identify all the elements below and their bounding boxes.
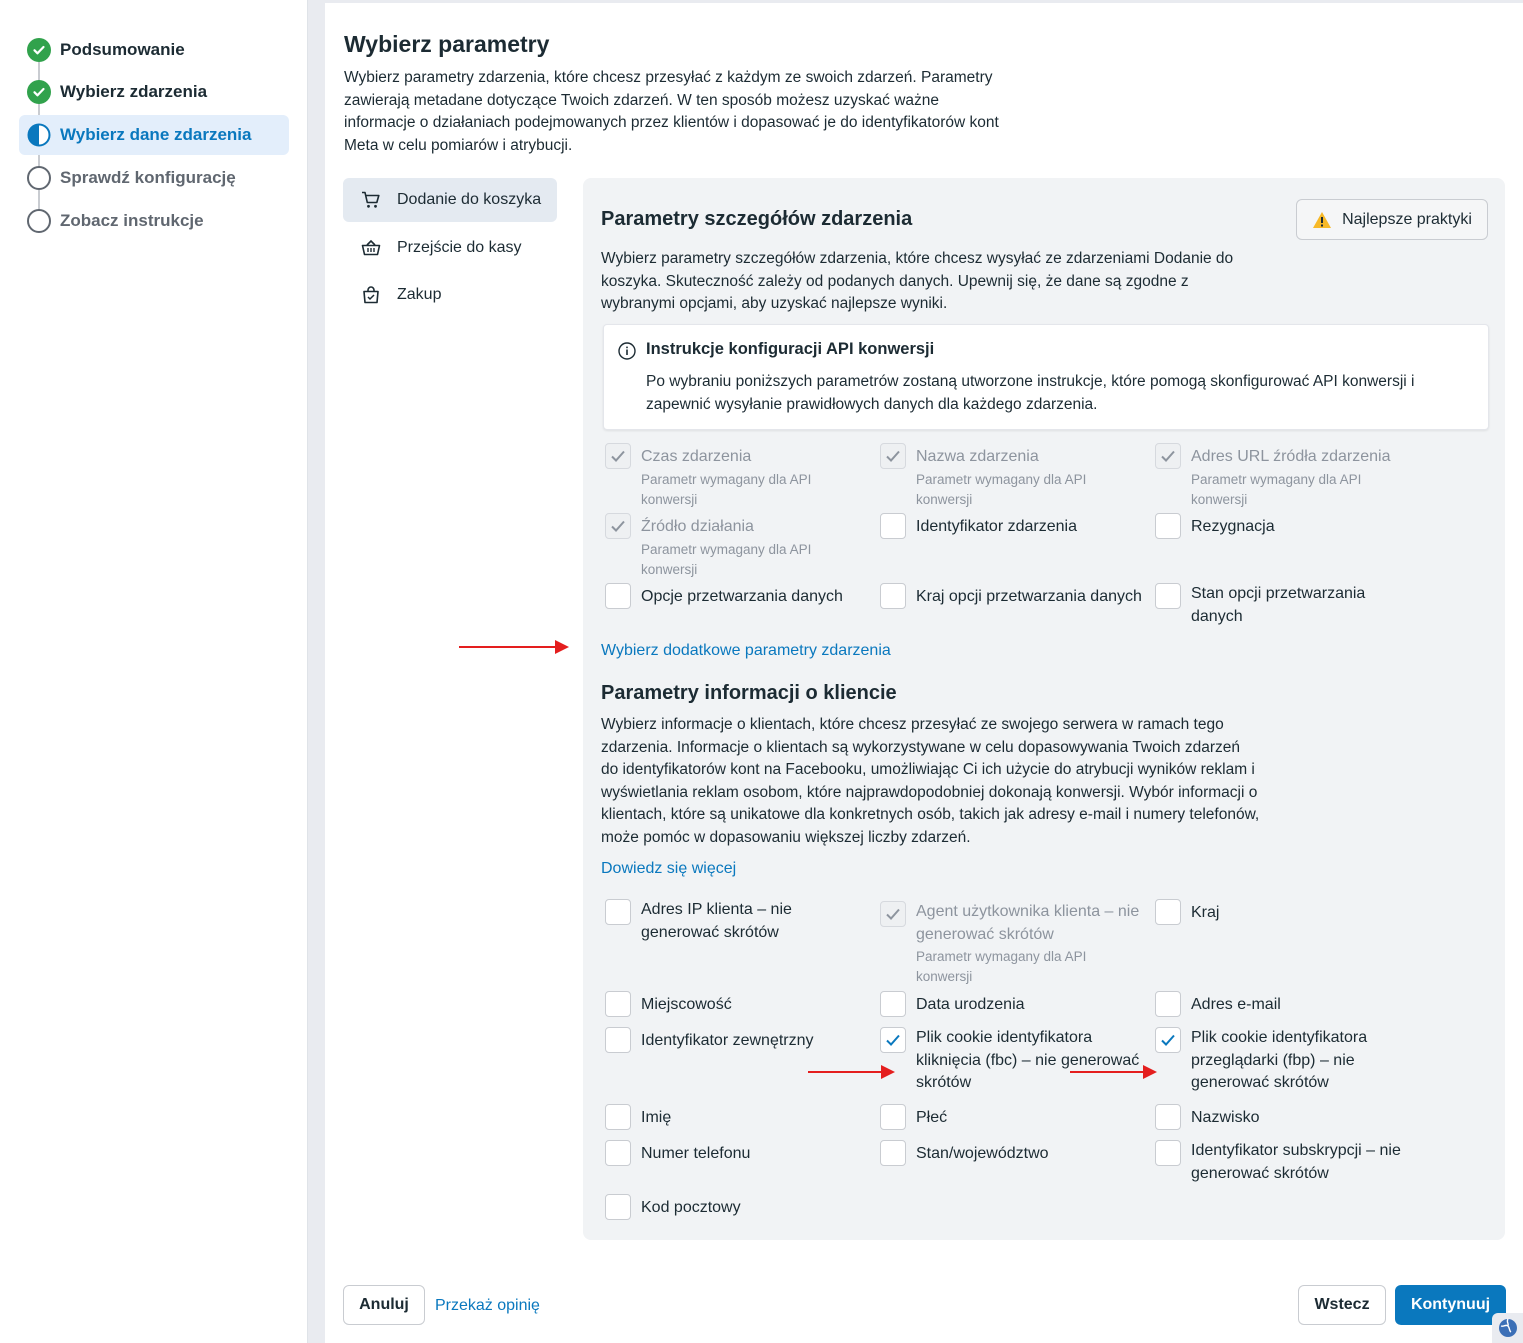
page-description: Wybierz parametry zdarzenia, które chcesz przesyłać z każdym ze swoich zdarzeń. Parametry zawierają metadane dotyczące Twoich zdarzeń. W ten sposób możesz uzyskać ważne informacje o działaniach podejmowanych przez klientów i dopasować je do identyfikatorów kont Meta w celu pomiarów i atrybucji. — [344, 69, 999, 154]
checkbox[interactable] — [1155, 991, 1181, 1017]
checkbox[interactable] — [880, 513, 906, 539]
param-label: Adres e-mail — [1191, 996, 1281, 1013]
param-label: Kraj opcji przetwarzania danych — [916, 588, 1142, 605]
param-label: Data urodzenia — [916, 996, 1025, 1013]
customer-params-title: Parametry informacji o kliencie — [601, 682, 897, 704]
info-text: Po wybraniu poniższych parametrów zostaną utworzone instrukcje, które pomogą skonfigurować API konwersji i zapewnić wysyłanie prawidłowych danych dla każdego zdarzenia. — [646, 373, 1415, 413]
empty-circle-icon — [27, 209, 51, 233]
param-label: Stan/województwo — [916, 1145, 1049, 1162]
feedback-link[interactable]: Przekaż opinię — [435, 1297, 540, 1314]
checkbox[interactable] — [605, 991, 631, 1017]
param-sublabel: Parametr wymagany dla API konwersji — [1191, 472, 1362, 507]
basket-icon — [361, 238, 381, 258]
param-label: Agent użytkownika klienta – nie generować skrótów — [916, 903, 1140, 943]
checkbox[interactable] — [880, 901, 906, 927]
steps-sidebar — [0, 0, 308, 1343]
checkbox[interactable] — [880, 1104, 906, 1130]
checkbox[interactable] — [1155, 1140, 1181, 1166]
param-label: Czas zdarzenia — [641, 448, 752, 465]
event-tab-label: Dodanie do koszyka — [397, 191, 542, 208]
param-label: Numer telefonu — [641, 1145, 751, 1162]
check-icon — [885, 449, 901, 463]
param-label: Identyfikator zdarzenia — [916, 518, 1077, 535]
annotation-arrow — [1070, 1071, 1155, 1073]
checkbox[interactable] — [605, 1140, 631, 1166]
event-params-title: Parametry szczegółów zdarzenia — [601, 208, 913, 230]
check-icon — [1160, 1033, 1176, 1047]
param-sublabel: Parametr wymagany dla API konwersji — [916, 472, 1087, 507]
param-sublabel: Parametr wymagany dla API konwersji — [916, 949, 1087, 984]
param-sublabel: Parametr wymagany dla API konwersji — [641, 472, 812, 507]
check-circle-icon — [27, 38, 51, 62]
main-panel — [325, 3, 1523, 1343]
half-circle-progress-icon — [27, 123, 51, 147]
step-view-instructions[interactable] — [19, 201, 289, 241]
checkbox[interactable] — [1155, 1027, 1181, 1053]
checkbox[interactable] — [605, 1194, 631, 1220]
param-label: Stan opcji przetwarzania danych — [1191, 585, 1366, 625]
check-circle-icon — [27, 80, 51, 104]
check-icon — [610, 449, 626, 463]
param-label: Adres IP klienta – nie generować skrótów — [641, 901, 792, 941]
empty-circle-icon — [27, 166, 51, 190]
cart-icon — [361, 190, 381, 210]
param-label: Rezygnacja — [1191, 518, 1275, 535]
checkbox[interactable] — [880, 443, 906, 469]
event-tab-add-to-cart[interactable] — [343, 178, 557, 222]
checkbox[interactable] — [605, 1027, 631, 1053]
info-icon — [618, 342, 636, 360]
check-icon — [610, 519, 626, 533]
checkbox[interactable] — [605, 513, 631, 539]
checkbox[interactable] — [1155, 443, 1181, 469]
event-tab-label: Przejście do kasy — [397, 239, 522, 256]
checkbox[interactable] — [605, 583, 631, 609]
best-practices-button[interactable] — [1296, 199, 1488, 240]
check-icon — [885, 1033, 901, 1047]
step-select-events[interactable] — [19, 72, 289, 112]
customer-params-description: Wybierz informacje o klientach, które chcesz przesyłać ze swojego serwera w ramach tego zdarzenia. Informacje o klientach są wykorzystywane w celu dopasowywania Twoich zdarzeń do identyfikatorów kont na Facebooku, umożliwiając Ci ich użycie do atrybucji wyników reklam i wyświetlania reklam osobom, które najprawdopodobniej dokonają konwersji. Wybór informacji o klientach, które są unikatowe dla konkretnych osób, takich jak adresy e-mail i numery telefonów, może pomóc w dopasowaniu większej liczby zdarzeń. — [601, 716, 1260, 846]
param-label: Nazwisko — [1191, 1109, 1260, 1126]
param-label: Kraj — [1191, 904, 1220, 921]
checkbox[interactable] — [880, 583, 906, 609]
warning-icon — [1312, 211, 1332, 229]
param-label: Opcje przetwarzania danych — [641, 588, 843, 605]
check-icon — [1160, 449, 1176, 463]
best-practices-label: Najlepsze praktyki — [1342, 210, 1472, 228]
param-label: Miejscowość — [641, 996, 732, 1013]
param-sublabel: Parametr wymagany dla API konwersji — [641, 542, 812, 577]
api-info-box — [603, 324, 1489, 430]
param-label: Źródło działania — [641, 518, 754, 535]
checkbox[interactable] — [1155, 583, 1181, 609]
event-tab-checkout[interactable] — [343, 226, 557, 270]
continue-button[interactable]: Kontynuuj — [1395, 1285, 1506, 1325]
learn-more-link[interactable]: Dowiedz się więcej — [601, 860, 737, 877]
checkbox[interactable] — [880, 991, 906, 1017]
checkbox[interactable] — [1155, 899, 1181, 925]
info-title: Instrukcje konfiguracji API konwersji — [646, 340, 935, 358]
globe-icon — [1498, 1318, 1518, 1338]
checkbox[interactable] — [1155, 1104, 1181, 1130]
param-label: Identyfikator zewnętrzny — [641, 1032, 814, 1049]
back-button[interactable]: Wstecz — [1298, 1285, 1386, 1325]
checkbox[interactable] — [605, 443, 631, 469]
step-label: Wybierz dane zdarzenia — [60, 125, 252, 144]
more-event-params-link[interactable]: Wybierz dodatkowe parametry zdarzenia — [601, 642, 891, 659]
param-label: Nazwa zdarzenia — [916, 448, 1039, 465]
param-label: Identyfikator subskrypcji – nie generować skrótów — [1191, 1142, 1401, 1182]
checkbox[interactable] — [605, 899, 631, 925]
param-label: Kod pocztowy — [641, 1199, 741, 1216]
step-select-event-data[interactable] — [19, 115, 289, 155]
param-label: Adres URL źródła zdarzenia — [1191, 448, 1391, 465]
cancel-button[interactable]: Anuluj — [343, 1285, 425, 1325]
checkbox[interactable] — [880, 1027, 906, 1053]
step-label: Sprawdź konfigurację — [60, 168, 236, 187]
checkbox[interactable] — [880, 1140, 906, 1166]
step-label: Zobacz instrukcje — [60, 211, 204, 230]
annotation-arrow — [459, 646, 567, 648]
help-button[interactable] — [1492, 1313, 1523, 1343]
annotation-arrow — [808, 1071, 893, 1073]
param-label: Plik cookie identyfikatora przeglądarki (fbp) – nie generować skrótów — [1191, 1029, 1368, 1091]
event-tab-purchase[interactable] — [343, 273, 557, 317]
param-label: Plik cookie identyfikatora kliknięcia (fbc) – nie generować skrótów — [916, 1029, 1140, 1091]
check-icon — [885, 907, 901, 921]
parameters-card — [583, 178, 1505, 1240]
param-label: Płeć — [916, 1109, 948, 1126]
step-review-config[interactable] — [19, 158, 289, 198]
checkbox[interactable] — [1155, 513, 1181, 539]
step-label: Podsumowanie — [60, 40, 185, 59]
event-tab-label: Zakup — [397, 286, 442, 303]
param-label: Imię — [641, 1109, 672, 1126]
checkbox[interactable] — [605, 1104, 631, 1130]
shopping-bag-icon — [361, 285, 381, 305]
page-title: Wybierz parametry — [344, 31, 550, 57]
step-summary[interactable] — [19, 30, 289, 70]
step-label: Wybierz zdarzenia — [60, 82, 208, 101]
event-params-description: Wybierz parametry szczegółów zdarzenia, które chcesz wysyłać ze zdarzeniami Dodanie do koszyka. Skuteczność zależy od podanych danych. Upewnij się, że dane są zgodne z wybranymi opcjami, aby uzyskać najlepsze wyniki. — [601, 250, 1234, 312]
